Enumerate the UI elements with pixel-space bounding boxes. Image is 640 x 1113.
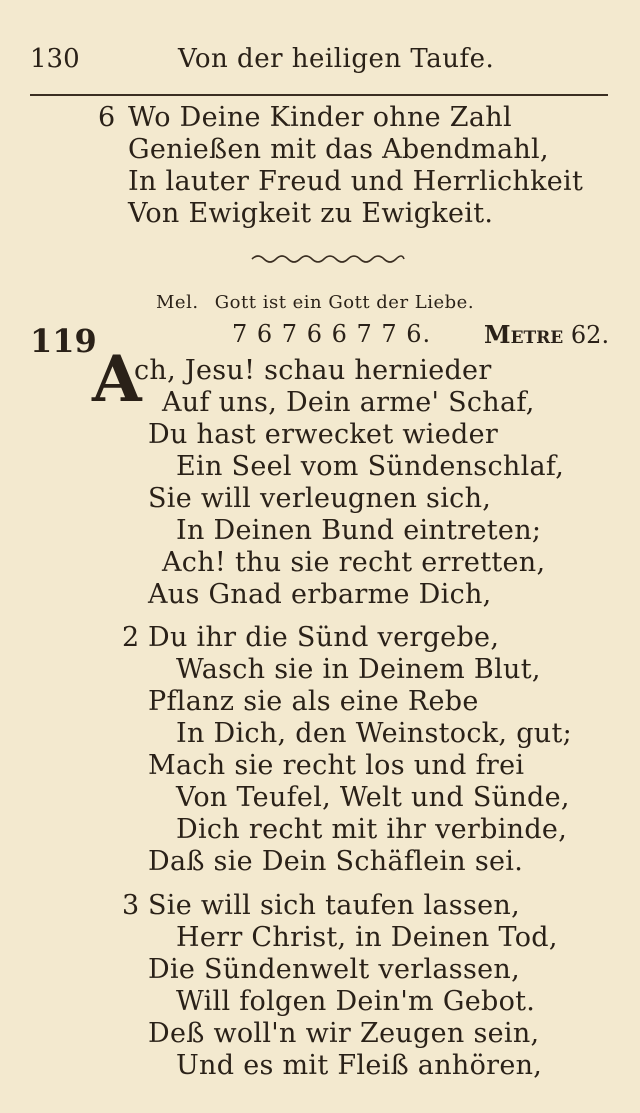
meter-digits: 7 6 7 6 6 7 7 6.: [232, 320, 432, 348]
verse-line: Wo Deine Kinder ohne Zahl: [128, 102, 512, 133]
verse-line: Pflanz sie als eine Rebe: [148, 686, 479, 717]
verse-line: Du ihr die Sünd vergebe,: [148, 622, 500, 653]
verse-line: Deß woll'n wir Zeugen sein,: [148, 1018, 540, 1049]
verse-line: Ach! thu sie recht erretten,: [162, 547, 546, 578]
verse-line: Herr Christ, in Deinen Tod,: [176, 922, 558, 953]
verse-line: Die Sündenwelt verlassen,: [148, 954, 520, 985]
verse-line: Daß sie Dein Schäflein sei.: [148, 846, 524, 877]
verse-line: Du hast erwecket wieder: [148, 419, 499, 450]
verse-line: Will folgen Dein'm Gebot.: [176, 986, 536, 1017]
verse-line: In Dich, den Weinstock, gut;: [176, 718, 573, 749]
verse-line: ch, Jesu! schau hernieder: [134, 355, 492, 386]
verse-line: Und es mit Fleiß anhören,: [176, 1050, 543, 1081]
verse-line: Ein Seel vom Sündenschlaf,: [176, 451, 565, 482]
verse-line: Sie will verleugnen sich,: [148, 483, 492, 514]
verse-line: Aus Gnad erbarme Dich,: [148, 579, 492, 610]
drop-cap: A: [92, 342, 142, 417]
page-title: Von der heiligen Taufe.: [178, 44, 495, 74]
metre-number: 62.: [570, 321, 610, 349]
verse-number: 6: [98, 102, 116, 133]
verse-number: 3: [122, 890, 140, 921]
tune-name: Gott ist ein Gott der Liebe.: [214, 292, 475, 313]
verse-line: Von Teufel, Welt und Sünde,: [176, 782, 570, 813]
verse-line: In Deinen Bund eintreten;: [176, 515, 542, 546]
verse-number: 2: [122, 622, 140, 653]
verse-line: Sie will sich taufen lassen,: [148, 890, 520, 921]
page-number: 130: [30, 44, 80, 74]
ornament-divider: [250, 252, 406, 266]
header-rule: [30, 94, 608, 96]
verse-line: Von Ewigkeit zu Ewigkeit.: [128, 198, 494, 229]
verse-line: Dich recht mit ihr verbinde,: [176, 814, 568, 845]
hymn-number: 119: [30, 322, 97, 360]
metre-label: [484, 320, 609, 349]
tune-label: Mel.: [156, 292, 199, 313]
verse-line: In lauter Freud und Herrlichkeit: [128, 166, 584, 197]
verse-line: Auf uns, Dein arme' Schaf,: [162, 387, 535, 418]
tune-line: [156, 292, 474, 313]
verse-line: Mach sie recht los und frei: [148, 750, 525, 781]
metre-word: Metre: [484, 320, 564, 349]
verse-line: Wasch sie in Deinem Blut,: [176, 654, 541, 685]
verse-line: Genießen mit das Abendmahl,: [128, 134, 549, 165]
